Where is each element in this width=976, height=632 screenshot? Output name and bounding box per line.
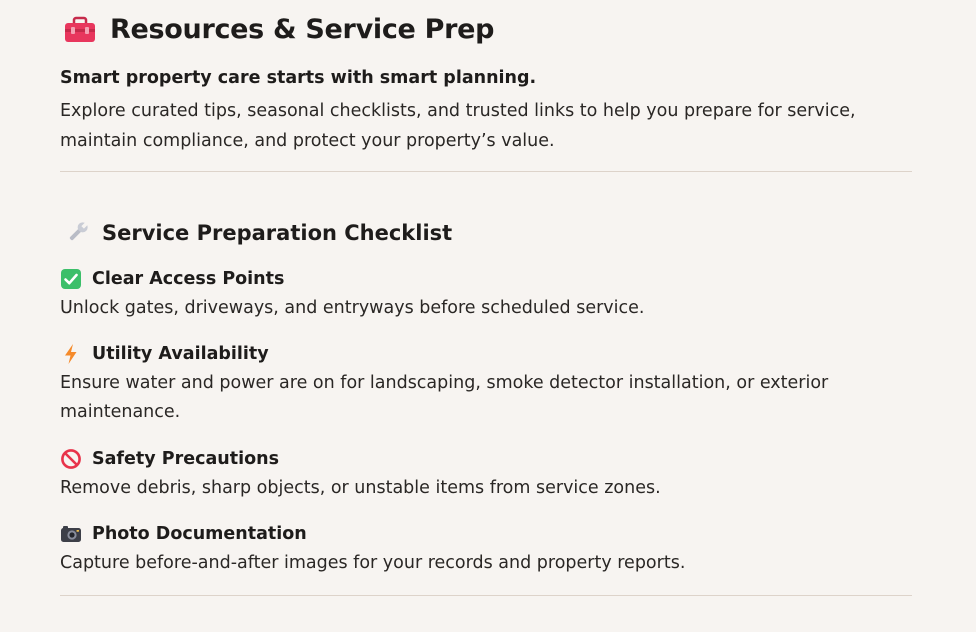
- item-description: Remove debris, sharp objects, or unstable items from service zones.: [60, 478, 661, 498]
- checklist-item-clear-access: [60, 266, 912, 323]
- item-title: Clear Access Points: [92, 269, 285, 289]
- toolbox-icon: [64, 16, 96, 44]
- checklist-header: [64, 220, 452, 246]
- divider: [60, 595, 912, 596]
- camera-icon: [60, 523, 82, 545]
- check-mark-button-icon: [60, 268, 82, 290]
- checklist-item-safety: [60, 446, 912, 503]
- checklist-item-photo: [60, 521, 912, 578]
- lightning-icon: [60, 343, 82, 365]
- section-title: Service Preparation Checklist: [102, 221, 453, 245]
- item-title: Safety Precautions: [92, 449, 279, 469]
- page-header: [64, 14, 494, 45]
- item-title: Utility Availability: [92, 344, 269, 364]
- prohibited-icon: [60, 448, 82, 470]
- item-description: Unlock gates, driveways, and entryways before scheduled service.: [60, 298, 645, 318]
- page-title: Resources & Service Prep: [110, 14, 495, 45]
- intro-paragraph: Explore curated tips, seasonal checklists, and trusted links to help you prepare for service, maintain compliance, and protect your property’s value.: [60, 101, 856, 151]
- checklist-item-utility: [60, 341, 912, 427]
- wrench-icon: [64, 220, 90, 246]
- item-description: Ensure water and power are on for landscaping, smoke detector installation, or exterior maintenance.: [60, 373, 829, 422]
- item-description: Capture before-and-after images for your records and property reports.: [60, 553, 686, 573]
- intro-headline: Smart property care starts with smart planning.: [60, 68, 537, 88]
- item-title: Photo Documentation: [92, 524, 307, 544]
- divider: [60, 171, 912, 172]
